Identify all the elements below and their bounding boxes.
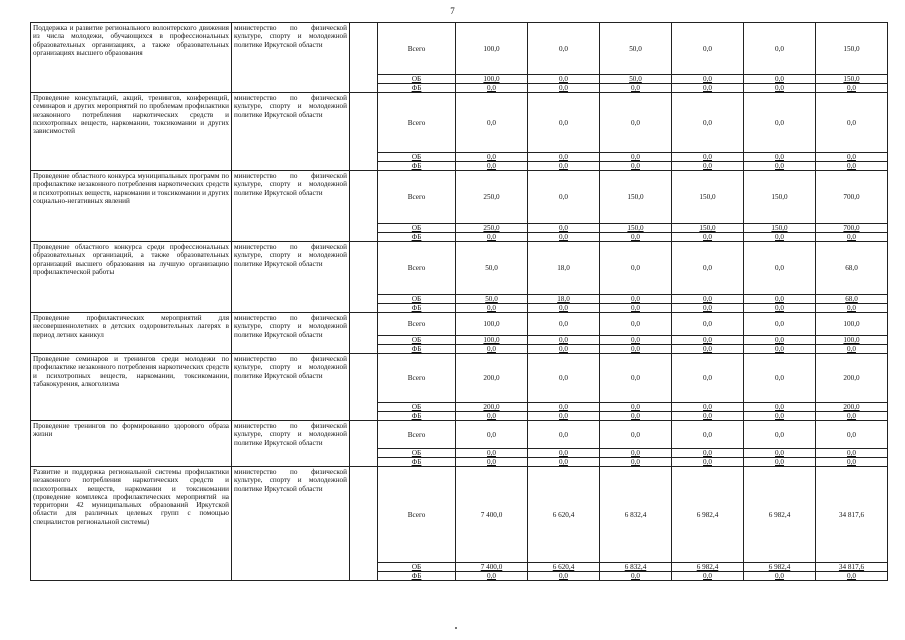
- amount-cell: 0,0: [744, 421, 816, 449]
- amount-cell: 150,0: [672, 171, 744, 224]
- amount-cell: 100,0: [456, 336, 528, 345]
- amount-cell: 0,0: [672, 313, 744, 336]
- funding-source-total: Всего: [378, 242, 456, 295]
- funding-source-fb: ФБ: [378, 412, 456, 421]
- amount-cell: 200,0: [456, 354, 528, 403]
- amount-cell: 100,0: [456, 23, 528, 75]
- amount-cell: 0,0: [744, 304, 816, 313]
- amount-cell: 0,0: [600, 233, 672, 242]
- amount-cell: 0,0: [528, 458, 600, 467]
- amount-cell: 0,0: [600, 336, 672, 345]
- amount-cell: 0,0: [672, 153, 744, 162]
- funding-source-ob: ОБ: [378, 403, 456, 412]
- amount-cell: 0,0: [528, 313, 600, 336]
- page-number: 7: [450, 6, 455, 16]
- table-row-total: [31, 354, 888, 403]
- funding-source-total: Всего: [378, 313, 456, 336]
- amount-cell: 0,0: [672, 412, 744, 421]
- empty-cell: [350, 93, 378, 171]
- table-row-total: [31, 242, 888, 295]
- amount-cell: 0,0: [744, 449, 816, 458]
- amount-cell: 7 400,0: [456, 467, 528, 563]
- measure-name: Проведение областного конкурса среди профессиональных образовательных организаций, а также образовательных организаций высшего образования на лучшую организацию профилактической работы: [31, 242, 232, 313]
- amount-cell: 0,0: [744, 336, 816, 345]
- funding-source-ob: ОБ: [378, 449, 456, 458]
- amount-cell: 6 832,4: [600, 563, 672, 572]
- empty-cell: [350, 421, 378, 467]
- amount-cell: 0,0: [672, 233, 744, 242]
- amount-cell: 18,0: [528, 295, 600, 304]
- amount-cell: 250,0: [456, 171, 528, 224]
- measure-name: Развитие и поддержка региональной системы профилактики незаконного потребления наркотических средств и психотропных веществ, наркомании и токсикомании (проведение комплекса профилактических мероприятий на территории 42 муниципальных образований Иркутской области для различных целевых групп с помощью специалистов региональной системы): [31, 467, 232, 581]
- amount-cell: 0,0: [456, 572, 528, 581]
- amount-cell: 0,0: [672, 421, 744, 449]
- amount-cell: 6 982,4: [744, 467, 816, 563]
- amount-cell: 700,0: [816, 171, 888, 224]
- amount-cell: 0,0: [672, 162, 744, 171]
- funding-source-ob: ОБ: [378, 563, 456, 572]
- amount-cell: 0,0: [528, 345, 600, 354]
- amount-cell: 0,0: [672, 449, 744, 458]
- amount-cell: 0,0: [600, 153, 672, 162]
- amount-cell: 0,0: [672, 295, 744, 304]
- amount-cell: 0,0: [600, 345, 672, 354]
- amount-cell: 0,0: [600, 449, 672, 458]
- amount-cell: 0,0: [528, 449, 600, 458]
- amount-cell: 0,0: [744, 572, 816, 581]
- amount-cell: 0,0: [744, 242, 816, 295]
- amount-cell: 6 982,4: [672, 467, 744, 563]
- amount-cell: 34 817,6: [816, 563, 888, 572]
- amount-cell: 0,0: [816, 412, 888, 421]
- funding-source-fb: ФБ: [378, 84, 456, 93]
- funding-source-fb: ФБ: [378, 572, 456, 581]
- amount-cell: 0,0: [600, 93, 672, 153]
- amount-cell: 0,0: [744, 345, 816, 354]
- amount-cell: 0,0: [600, 458, 672, 467]
- amount-cell: 150,0: [744, 171, 816, 224]
- amount-cell: 18,0: [528, 242, 600, 295]
- scan-speck: [455, 627, 457, 629]
- measure-name: Проведение тренингов по формированию здорового образа жизни: [31, 421, 232, 467]
- amount-cell: 0,0: [816, 162, 888, 171]
- amount-cell: 0,0: [744, 84, 816, 93]
- measure-name: Проведение семинаров и тренингов среди молодежи по профилактике незаконного потребления наркотических средств и психотропных веществ, наркомании, токсикомании, табакокурения, алкоголизма: [31, 354, 232, 421]
- amount-cell: 200,0: [816, 354, 888, 403]
- amount-cell: 0,0: [816, 304, 888, 313]
- amount-cell: 0,0: [744, 93, 816, 153]
- amount-cell: 0,0: [600, 295, 672, 304]
- amount-cell: 0,0: [744, 153, 816, 162]
- table-row-total: [31, 171, 888, 224]
- funding-source-total: Всего: [378, 23, 456, 75]
- amount-cell: 0,0: [672, 75, 744, 84]
- amount-cell: 150,0: [816, 75, 888, 84]
- empty-cell: [350, 171, 378, 242]
- amount-cell: 100,0: [816, 313, 888, 336]
- amount-cell: 0,0: [816, 84, 888, 93]
- executor-name: министерство по физической культуре, спорту и молодежной политике Иркутской области: [232, 242, 350, 313]
- empty-cell: [350, 467, 378, 581]
- amount-cell: 0,0: [456, 153, 528, 162]
- amount-cell: 0,0: [672, 23, 744, 75]
- amount-cell: 0,0: [528, 75, 600, 84]
- amount-cell: 0,0: [744, 313, 816, 336]
- funding-source-fb: ФБ: [378, 304, 456, 313]
- amount-cell: 150,0: [816, 23, 888, 75]
- amount-cell: 0,0: [528, 336, 600, 345]
- amount-cell: 68,0: [816, 242, 888, 295]
- amount-cell: 6 982,4: [672, 563, 744, 572]
- amount-cell: 6 832,4: [600, 467, 672, 563]
- executor-name: министерство по физической культуре, спорту и молодежной политике Иркутской области: [232, 23, 350, 93]
- amount-cell: 0,0: [744, 162, 816, 171]
- measure-name: Проведение профилактических мероприятий для несовершеннолетних в детских оздоровительных лагерях в период летних каникул: [31, 313, 232, 354]
- amount-cell: 0,0: [528, 421, 600, 449]
- amount-cell: 0,0: [744, 354, 816, 403]
- amount-cell: 0,0: [744, 233, 816, 242]
- amount-cell: 0,0: [816, 93, 888, 153]
- amount-cell: 0,0: [816, 572, 888, 581]
- executor-name: министерство по физической культуре, спорту и молодежной политике Иркутской области: [232, 467, 350, 581]
- amount-cell: 50,0: [456, 242, 528, 295]
- amount-cell: 0,0: [816, 233, 888, 242]
- amount-cell: 0,0: [672, 354, 744, 403]
- funding-source-fb: ФБ: [378, 162, 456, 171]
- amount-cell: 0,0: [528, 23, 600, 75]
- amount-cell: 68,0: [816, 295, 888, 304]
- amount-cell: 0,0: [456, 345, 528, 354]
- amount-cell: 50,0: [600, 23, 672, 75]
- amount-cell: 0,0: [672, 572, 744, 581]
- amount-cell: 0,0: [744, 295, 816, 304]
- amount-cell: 700,0: [816, 224, 888, 233]
- amount-cell: 0,0: [528, 233, 600, 242]
- amount-cell: 150,0: [600, 224, 672, 233]
- amount-cell: 0,0: [456, 93, 528, 153]
- funding-source-total: Всего: [378, 354, 456, 403]
- amount-cell: 0,0: [600, 313, 672, 336]
- executor-name: министерство по физической культуре, спорту и молодежной политике Иркутской области: [232, 93, 350, 171]
- amount-cell: 0,0: [600, 304, 672, 313]
- amount-cell: 0,0: [672, 403, 744, 412]
- amount-cell: 200,0: [456, 403, 528, 412]
- amount-cell: 0,0: [600, 572, 672, 581]
- amount-cell: 0,0: [528, 93, 600, 153]
- amount-cell: 0,0: [600, 421, 672, 449]
- amount-cell: 100,0: [456, 313, 528, 336]
- amount-cell: 0,0: [816, 458, 888, 467]
- table-row-total: [31, 421, 888, 449]
- amount-cell: 34 817,6: [816, 467, 888, 563]
- amount-cell: 0,0: [456, 412, 528, 421]
- amount-cell: 0,0: [600, 242, 672, 295]
- amount-cell: 0,0: [744, 23, 816, 75]
- measure-name: Поддержка и развитие регионального волонтерского движения из числа молодежи, обучающихся в профессиональных образовательных организациях, а также образовательных организациях высшего образования: [31, 23, 232, 93]
- funding-source-total: Всего: [378, 421, 456, 449]
- amount-cell: 0,0: [672, 345, 744, 354]
- measure-name: Проведение консультаций, акций, тренингов, конференций, семинаров и других мероприятий по проблемам профилактики незаконного потребления наркотических средств и психотропных веществ, наркомании, токсикомании и других зависимостей: [31, 93, 232, 171]
- amount-cell: 0,0: [456, 233, 528, 242]
- amount-cell: 0,0: [816, 345, 888, 354]
- amount-cell: 0,0: [744, 403, 816, 412]
- amount-cell: 0,0: [672, 336, 744, 345]
- amount-cell: 150,0: [744, 224, 816, 233]
- amount-cell: 0,0: [528, 162, 600, 171]
- amount-cell: 0,0: [600, 412, 672, 421]
- executor-name: министерство по физической культуре, спорту и молодежной политике Иркутской области: [232, 171, 350, 242]
- amount-cell: 0,0: [528, 224, 600, 233]
- amount-cell: 0,0: [816, 153, 888, 162]
- table-body: [31, 23, 888, 581]
- amount-cell: 0,0: [672, 242, 744, 295]
- table-row-total: [31, 93, 888, 153]
- amount-cell: 0,0: [600, 403, 672, 412]
- amount-cell: 0,0: [744, 412, 816, 421]
- amount-cell: 0,0: [456, 84, 528, 93]
- amount-cell: 0,0: [456, 162, 528, 171]
- table-row-total: [31, 467, 888, 563]
- amount-cell: 0,0: [672, 93, 744, 153]
- amount-cell: 0,0: [456, 421, 528, 449]
- amount-cell: 0,0: [600, 84, 672, 93]
- amount-cell: 0,0: [600, 354, 672, 403]
- funding-source-fb: ФБ: [378, 458, 456, 467]
- amount-cell: 0,0: [528, 153, 600, 162]
- amount-cell: 0,0: [528, 412, 600, 421]
- funding-source-ob: ОБ: [378, 224, 456, 233]
- funding-source-ob: ОБ: [378, 295, 456, 304]
- funding-source-ob: ОБ: [378, 75, 456, 84]
- funding-source-ob: ОБ: [378, 336, 456, 345]
- measure-name: Проведение областного конкурса муниципальных программ по профилактике незаконного потребления наркотических средств и психотропных веществ, наркомании и токсикомании и других социально-негативных явлений: [31, 171, 232, 242]
- funding-source-ob: ОБ: [378, 153, 456, 162]
- amount-cell: 6 620,4: [528, 467, 600, 563]
- empty-cell: [350, 354, 378, 421]
- amount-cell: 0,0: [528, 572, 600, 581]
- amount-cell: 0,0: [528, 354, 600, 403]
- amount-cell: 150,0: [672, 224, 744, 233]
- table-row-total: [31, 313, 888, 336]
- amount-cell: 50,0: [600, 75, 672, 84]
- funding-source-fb: ФБ: [378, 345, 456, 354]
- amount-cell: 0,0: [528, 171, 600, 224]
- amount-cell: 7 400,0: [456, 563, 528, 572]
- amount-cell: 150,0: [600, 171, 672, 224]
- amount-cell: 250,0: [456, 224, 528, 233]
- funding-source-total: Всего: [378, 93, 456, 153]
- funding-source-fb: ФБ: [378, 233, 456, 242]
- table-row-total: [31, 23, 888, 75]
- amount-cell: 0,0: [528, 304, 600, 313]
- amount-cell: 0,0: [744, 458, 816, 467]
- amount-cell: 200,0: [816, 403, 888, 412]
- empty-cell: [350, 313, 378, 354]
- empty-cell: [350, 242, 378, 313]
- amount-cell: 0,0: [528, 84, 600, 93]
- amount-cell: 0,0: [816, 421, 888, 449]
- amount-cell: 6 982,4: [744, 563, 816, 572]
- amount-cell: 50,0: [456, 295, 528, 304]
- funding-source-total: Всего: [378, 171, 456, 224]
- amount-cell: 0,0: [456, 304, 528, 313]
- amount-cell: 0,0: [672, 304, 744, 313]
- amount-cell: 6 620,4: [528, 563, 600, 572]
- amount-cell: 0,0: [672, 458, 744, 467]
- empty-cell: [350, 23, 378, 93]
- program-budget-table: [30, 22, 888, 581]
- amount-cell: 100,0: [816, 336, 888, 345]
- executor-name: министерство по физической культуре, спорту и молодежной политике Иркутской области: [232, 313, 350, 354]
- executor-name: министерство по физической культуре, спорту и молодежной политике Иркутской области: [232, 421, 350, 467]
- amount-cell: 100,0: [456, 75, 528, 84]
- amount-cell: 0,0: [456, 458, 528, 467]
- amount-cell: 0,0: [744, 75, 816, 84]
- amount-cell: 0,0: [672, 84, 744, 93]
- amount-cell: 0,0: [528, 403, 600, 412]
- funding-source-total: Всего: [378, 467, 456, 563]
- amount-cell: 0,0: [816, 449, 888, 458]
- executor-name: министерство по физической культуре, спорту и молодежной политике Иркутской области: [232, 354, 350, 421]
- amount-cell: 0,0: [456, 449, 528, 458]
- amount-cell: 0,0: [600, 162, 672, 171]
